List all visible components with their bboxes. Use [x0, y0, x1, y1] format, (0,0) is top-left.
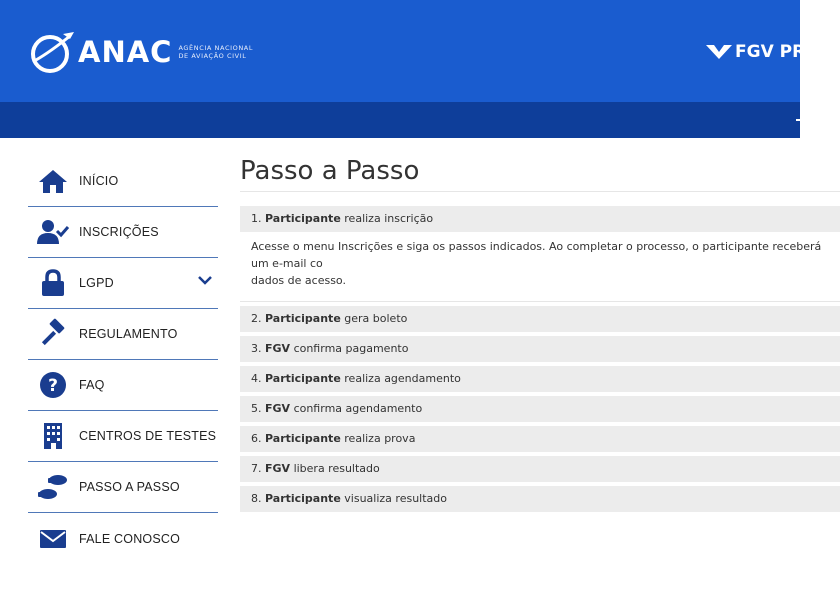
step-2-header[interactable]: [240, 306, 840, 332]
logo-subtitle-line1: AGÊNCIA NACIONAL: [178, 44, 254, 52]
step-6-header[interactable]: [240, 426, 840, 452]
fgv-chevron-icon: [706, 45, 732, 59]
step-number: 6.: [251, 432, 262, 445]
sidebar-item-label: CENTROS DE TESTES: [79, 429, 217, 443]
step-1-header[interactable]: [240, 206, 840, 232]
step-3-header[interactable]: [240, 336, 840, 362]
step-action: gera boleto: [344, 312, 408, 325]
step-1-body: [240, 232, 840, 302]
sidebar-item-inscricoes[interactable]: [28, 207, 218, 258]
step-1-body-text: Acesse o menu Inscrições e siga os passos indicados. Ao completar o processo, o participante receberá um e-mail co: [251, 240, 822, 270]
sidebar: [28, 156, 218, 564]
page-title: Passo a Passo: [240, 150, 840, 192]
lock-icon: [38, 268, 68, 298]
step-number: 4.: [251, 372, 262, 385]
step-actor: Participante: [265, 432, 341, 445]
step-action: confirma agendamento: [293, 402, 423, 415]
logo-subtitle: [178, 44, 253, 60]
step-8-header[interactable]: [240, 486, 840, 512]
step-action: visualiza resultado: [344, 492, 447, 505]
sidebar-item-regulamento[interactable]: [28, 309, 218, 360]
step-number: 8.: [251, 492, 262, 505]
step-actor: Participante: [265, 372, 341, 385]
fgv-logo[interactable]: [706, 42, 820, 62]
sidebar-item-label: FAQ: [79, 378, 105, 392]
building-icon: [38, 421, 68, 451]
sidebar-item-fale-conosco[interactable]: [28, 513, 218, 564]
step-4-header[interactable]: [240, 366, 840, 392]
step-action: realiza agendamento: [344, 372, 461, 385]
step-action: libera resultado: [293, 462, 380, 475]
sidebar-item-label: INÍCIO: [79, 174, 119, 188]
footsteps-icon: [38, 472, 68, 502]
sidebar-item-label: PASSO A PASSO: [79, 480, 180, 494]
sidebar-item-centros-de-testes[interactable]: [28, 411, 218, 462]
step-actor: Participante: [265, 492, 341, 505]
sidebar-item-label: LGPD: [79, 276, 114, 290]
sidebar-item-label: REGULAMENTO: [79, 327, 178, 341]
anac-logo[interactable]: [30, 30, 253, 74]
step-action: realiza inscrição: [344, 212, 434, 225]
logo-name: ANAC: [78, 35, 173, 69]
partner-name: FGV PRO: [735, 42, 820, 62]
sidebar-item-passo-a-passo[interactable]: [28, 462, 218, 513]
step-actor: FGV: [265, 342, 291, 355]
gavel-icon: [38, 319, 68, 349]
sidebar-item-inicio[interactable]: [28, 156, 218, 207]
sidebar-item-lgpd[interactable]: [28, 258, 218, 309]
sidebar-item-faq[interactable]: [28, 360, 218, 411]
site-header: [0, 0, 820, 102]
step-action: realiza prova: [344, 432, 416, 445]
chevron-down-icon[interactable]: [198, 275, 212, 285]
logo-subtitle-line2: DE AVIAÇÃO CIVIL: [178, 52, 247, 60]
step-1-body-text-line2: dados de acesso.: [251, 274, 346, 287]
step-number: 1.: [251, 212, 262, 225]
step-number: 7.: [251, 462, 262, 475]
step-actor: FGV: [265, 402, 291, 415]
sidebar-item-label: INSCRIÇÕES: [79, 225, 159, 239]
envelope-icon: [38, 524, 68, 554]
subbar-marker: [796, 119, 804, 121]
step-actor: FGV: [265, 462, 291, 475]
main-content: [240, 150, 840, 516]
user-check-icon: [38, 217, 68, 247]
step-number: 2.: [251, 312, 262, 325]
nav-subbar: [0, 102, 800, 138]
step-actor: Participante: [265, 312, 341, 325]
step-number: 5.: [251, 402, 262, 415]
step-number: 3.: [251, 342, 262, 355]
steps-accordion: [240, 206, 840, 512]
sidebar-item-label: FALE CONOSCO: [79, 531, 181, 546]
question-icon: [38, 370, 68, 400]
anac-emblem-icon: [30, 30, 74, 74]
home-icon: [38, 166, 68, 196]
svg-text:?: ?: [48, 376, 58, 396]
step-7-header[interactable]: [240, 456, 840, 482]
step-action: confirma pagamento: [293, 342, 409, 355]
step-5-header[interactable]: [240, 396, 840, 422]
step-actor: Participante: [265, 212, 341, 225]
